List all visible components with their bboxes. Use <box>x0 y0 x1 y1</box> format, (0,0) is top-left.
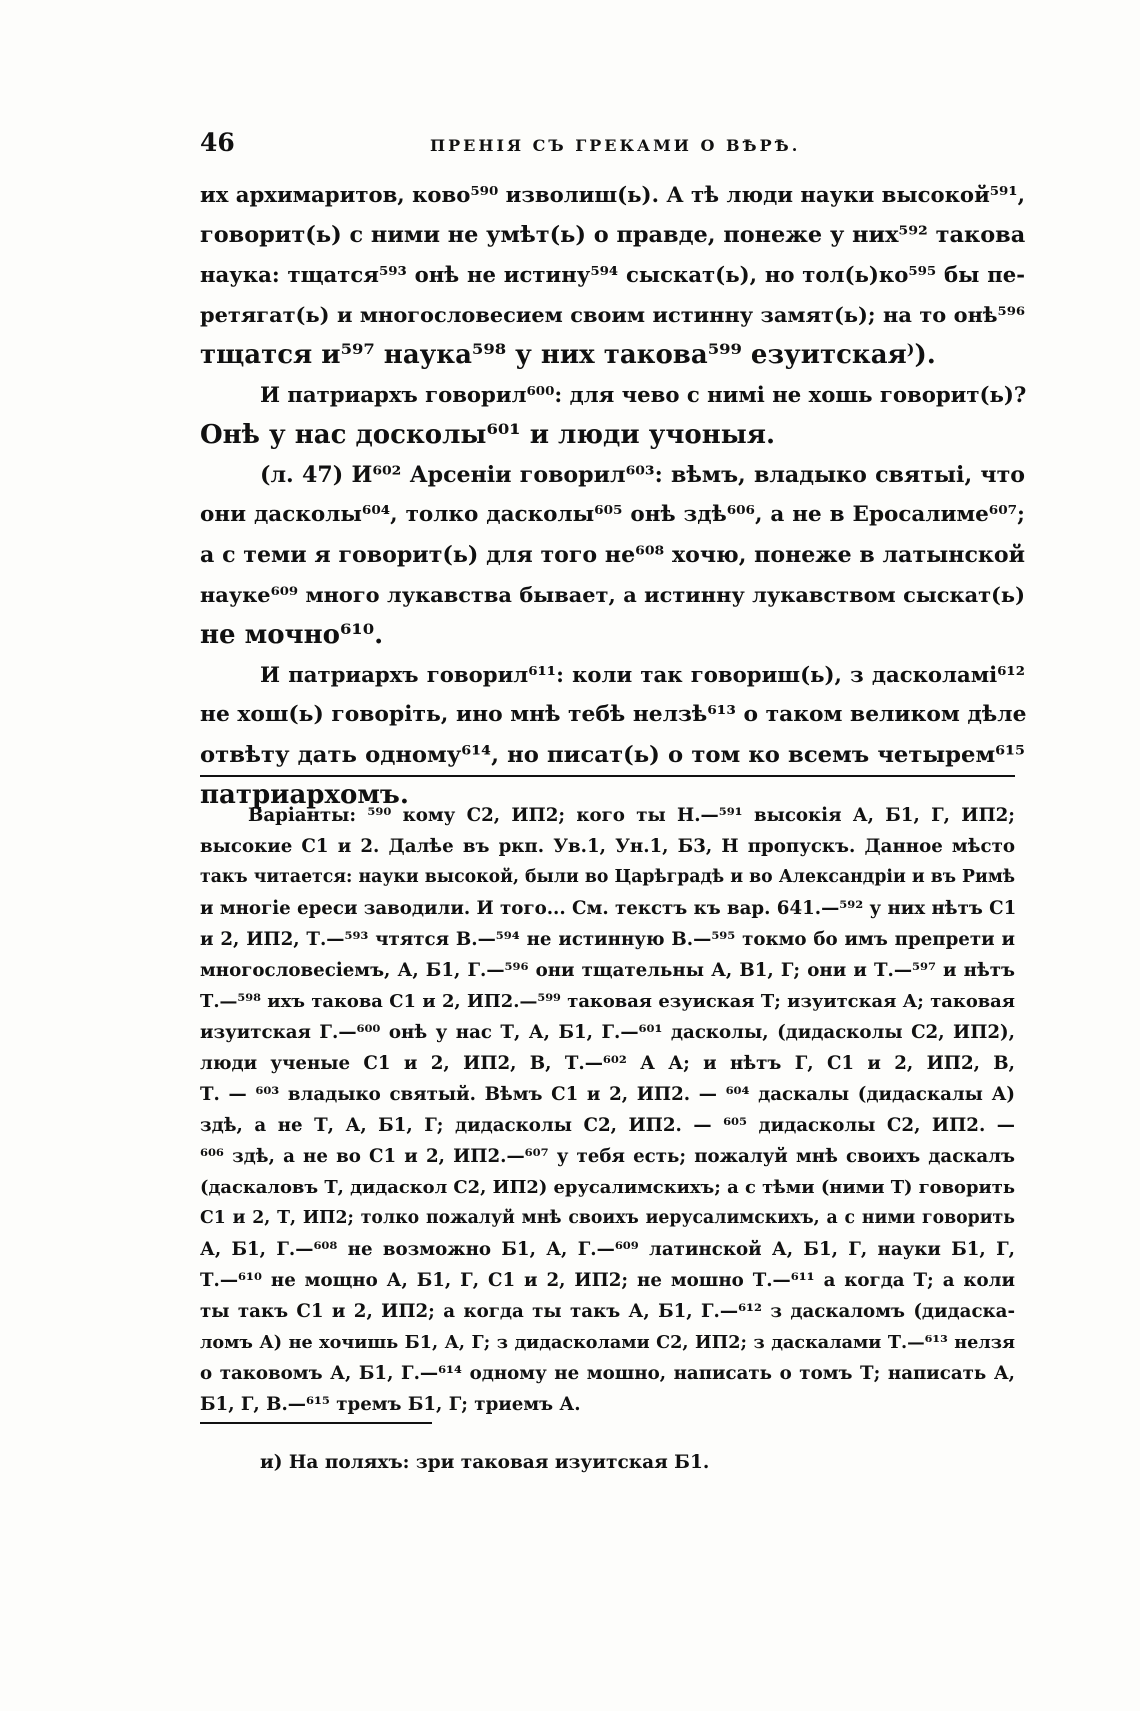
variant-line: А, Б1, Г.—⁶⁰⁸ не возможно Б1, А, Г.—⁶⁰⁹ латинской А, Б1, Г, науки Б1, Г, <box>200 1239 1015 1260</box>
variant-line: С1 и 2, Т, ИП2; толко пожалуй мнѣ своихъ иерусалимскихъ, а с ними говорить <box>200 1208 1015 1228</box>
variant-line: Т.—⁶¹⁰ не мощно А, Б1, Г, С1 и 2, ИП2; не мошно Т.—⁶¹¹ а когда Т; а коли <box>200 1270 1015 1291</box>
variants-separator <box>200 775 1015 777</box>
text-line: И патриархъ говорил⁶¹¹: коли так говориш(ь), з дасколамі⁶¹² <box>260 662 1025 687</box>
variants-apparatus <box>200 800 1015 1420</box>
variant-line: и многіе ереси заводили. И того... См. текстъ къ вар. 641.—⁵⁹² у них нѣтъ С1 <box>200 898 1017 919</box>
text-line: а с теми я говорит(ь) для того не⁶⁰⁸ хочю, понеже в латынской <box>200 542 1025 568</box>
text-line: не мочно⁶¹⁰. <box>200 620 384 650</box>
variant-line: (даскаловъ Т, дидаскол С2, ИП2) ерусалимскихъ; а с тѣми (ними Т) говорить <box>200 1177 1015 1198</box>
variant-line: Т. — ⁶⁰³ владыко святый. Вѣмъ С1 и 2, ИП2. — ⁶⁰⁴ даскалы (дидаскалы А) <box>200 1084 1015 1105</box>
variant-line: ломъ А) не хочишь Б1, А, Г; з дидасколами С2, ИП2; з даскалами Т.—⁶¹³ нелзя <box>200 1332 1015 1353</box>
page-header <box>200 128 960 168</box>
variant-line: о таковомъ А, Б1, Г.—⁶¹⁴ одному не мошно, написать о томъ Т; написать А, <box>200 1363 1015 1384</box>
variant-line: высокие С1 и 2. Далѣе въ ркп. Ув.1, Ун.1, Б3, Н пропускъ. Данное мѣсто <box>200 836 1015 857</box>
variant-line: Б1, Г, В.—⁶¹⁵ тремъ Б1, Г; триемъ А. <box>200 1394 581 1415</box>
footnote-separator <box>200 1422 432 1424</box>
variant-line: такъ читается: науки высокой, были во Царѣградѣ и во Александріи и въ Римѣ <box>200 867 1015 887</box>
text-line: ретягат(ь) и многословесием своим истинну замят(ь); на то онѣ⁵⁹⁶ <box>200 302 1025 327</box>
page-number: 46 <box>200 128 235 157</box>
variant-line: здѣ, а не Т, А, Б1, Г; дидасколы С2, ИП2. — ⁶⁰⁵ дидасколы С2, ИП2. — <box>200 1115 1015 1136</box>
variant-line: ты такъ С1 и 2, ИП2; а когда ты такъ А, Б1, Г.—⁶¹² з даскаломъ (дидаска- <box>200 1301 1015 1322</box>
variant-line: многословесіемъ, А, Б1, Г.—⁵⁹⁶ они тщательны А, В1, Г; они и Т.—⁵⁹⁷ и нѣтъ <box>200 960 1015 981</box>
text-line: не хош(ь) говоріть, ино мнѣ тебѣ нелзѣ⁶¹³ о таком великом дѣле <box>200 702 1027 727</box>
variant-line: люди ученые С1 и 2, ИП2, В, Т.—⁶⁰² А А; и нѣтъ Г, С1 и 2, ИП2, В, <box>200 1053 1015 1074</box>
variant-line: ⁶⁰⁶ здѣ, а не во С1 и 2, ИП2.—⁶⁰⁷ у тебя есть; пожалуй мнѣ своихъ даскалъ <box>200 1146 1015 1167</box>
text-line: И патриархъ говорил⁶⁰⁰: для чево с нимі не хошь говорит(ь)? <box>260 382 1027 407</box>
footnote: и) На поляхъ: зри таковая изуитская Б1. <box>260 1452 710 1473</box>
text-line: патриархомъ. <box>200 780 409 810</box>
variant-line: Т.—⁵⁹⁸ ихъ такова С1 и 2, ИП2.—⁵⁹⁹ таковая езуиская Т; изуитская А; таковая <box>200 991 1015 1012</box>
text-line: Онѣ у нас досколы⁶⁰¹ и люди учоныя. <box>200 420 776 450</box>
variant-line: и 2, ИП2, Т.—⁵⁹³ чтятся В.—⁵⁹⁴ не истинную В.—⁵⁹⁵ токмо бо имъ препрети и <box>200 929 1015 950</box>
text-line: говорит(ь) с ними не умѣт(ь) о правде, понеже у них⁵⁹² такова <box>200 222 1026 248</box>
text-line: отвѣту дать одному⁶¹⁴, но писат(ь) о том ко всемъ четырем⁶¹⁵ <box>200 742 1025 768</box>
text-line: они дасколы⁶⁰⁴, толко дасколы⁶⁰⁵ онѣ здѣ⁶⁰⁶, а не в Еросалиме⁶⁰⁷; <box>200 502 1025 527</box>
main-text <box>200 175 1025 815</box>
variant-line: Варіанты: ⁵⁹⁰ кому С2, ИП2; кого ты Н.—⁵⁹¹ высокія А, Б1, Г, ИП2; <box>248 805 1015 826</box>
text-line: тщатся и⁵⁹⁷ наука⁵⁹⁸ у них такова⁵⁹⁹ езуитская⁾). <box>200 340 936 370</box>
text-line: науке⁶⁰⁹ много лукавства бывает, а истинну лукавством сыскат(ь) <box>200 582 1025 607</box>
text-line: их архимаритов, ково⁵⁹⁰ изволиш(ь). А тѣ люди науки высокой⁵⁹¹, <box>200 182 1025 207</box>
running-title: ПРЕНІЯ СЪ ГРЕКАМИ О ВѢРѢ. <box>430 136 801 155</box>
variant-line: изуитская Г.—⁶⁰⁰ онѣ у нас Т, А, Б1, Г.—⁶⁰¹ дасколы, (дидасколы С2, ИП2), <box>200 1022 1015 1043</box>
text-line: наука: тщатся⁵⁹³ онѣ не истину⁵⁹⁴ сыскат(ь), но тол(ь)ко⁵⁹⁵ бы пе- <box>200 262 1025 287</box>
text-line: (л. 47) И⁶⁰² Арсеніи говорил⁶⁰³: вѣмъ, владыко святыі, что <box>260 462 1025 488</box>
